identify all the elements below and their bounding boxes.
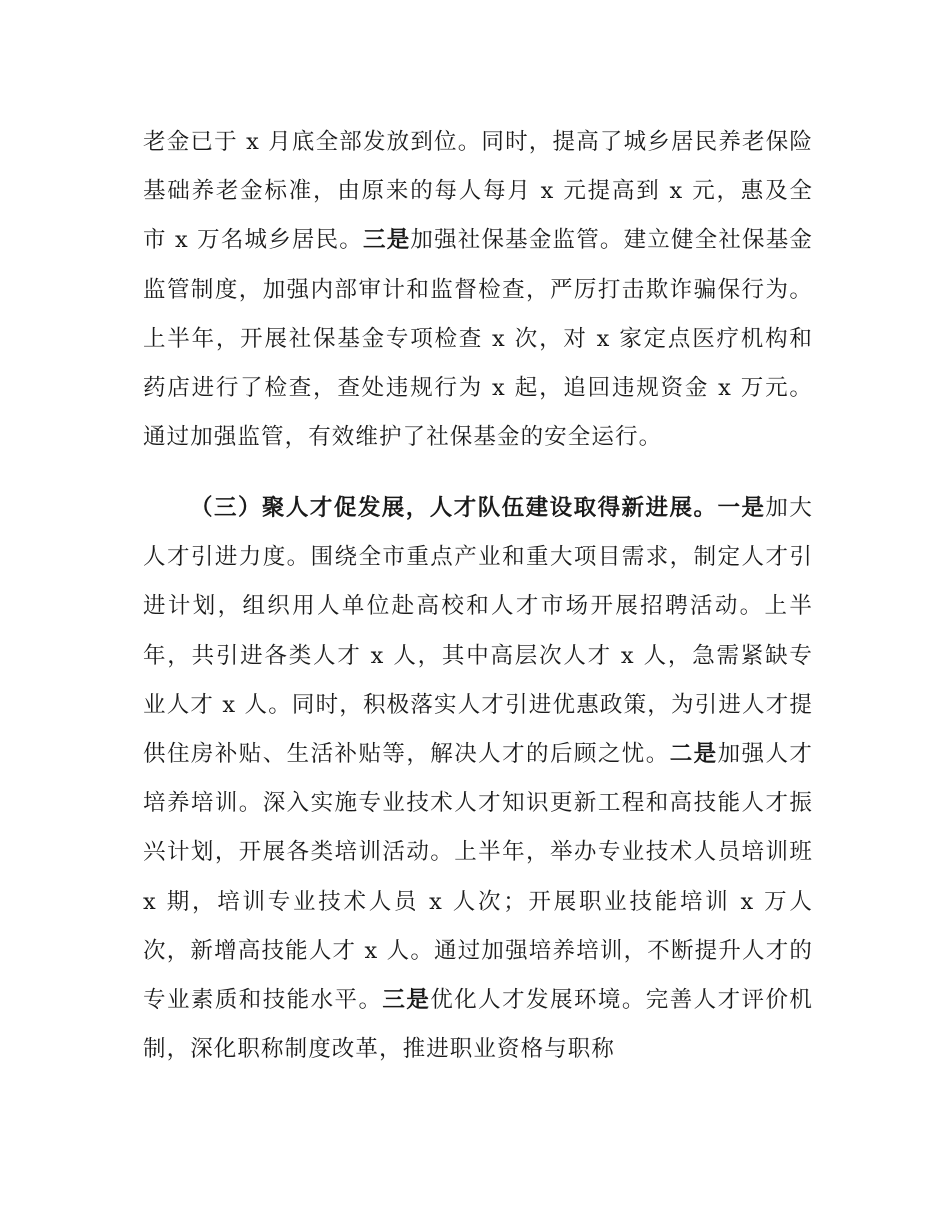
- bold-marker-third: 三是: [382, 987, 431, 1014]
- bold-marker-second: 二是: [669, 741, 718, 768]
- text-run: 优化人才发展环境。完善人才评价机制，深化职称制度改革，推进职业资格与职称: [143, 987, 813, 1063]
- text-run: 加大人才引进力度。围绕全市重点产业和重大项目需求，制定人才引进计划，组织用人单位赴高校和人才市场开展招聘活动。上半年，共引进各类人才 x 人，其中高层次人才 x 人，急需紧缺专业人才 x 人。同时，积极落实人才引进优惠政策，为引进人才提供住房补贴、生活补贴等，解决人才的后顾之忧。: [143, 495, 813, 768]
- text-run: 加强人才培养培训。深入实施专业技术人才知识更新工程和高技能人才振兴计划，开展各类培训活动。上半年，举办专业技术人员培训班 x 期，培训专业技术人员 x 人次；开展职业技能培训 x 万人次，新增高技能人才 x 人。通过加强培养培训，不断提升人才的专业素质和技能水平。: [143, 741, 813, 1014]
- section-heading-three: （三）聚人才促发展，人才队伍建设取得新进展。一是: [190, 495, 766, 521]
- text-run: 老金已于 x 月底全部发放到位。同时，提高了城乡居民养老保险基础养老金标准，由原来的每人每月 x 元提高到 x 元，惠及全市 x 万名城乡居民。: [143, 129, 813, 254]
- paragraph-social-security-fund: [143, 118, 813, 462]
- bold-marker-third: 三是: [363, 227, 411, 254]
- text-run: 加强社保基金监管。建立健全社保基金监管制度，加强内部审计和监督检查，严厉打击欺诈骗保行为。上半年，开展社保基金专项检查 x 次，对 x 家定点医疗机构和药店进行了检查，查处违规行为 x 起，追回违规资金 x 万元。通过加强监管，有效维护了社保基金的安全运行。: [143, 227, 814, 451]
- paragraph-talent-development: [143, 484, 813, 1074]
